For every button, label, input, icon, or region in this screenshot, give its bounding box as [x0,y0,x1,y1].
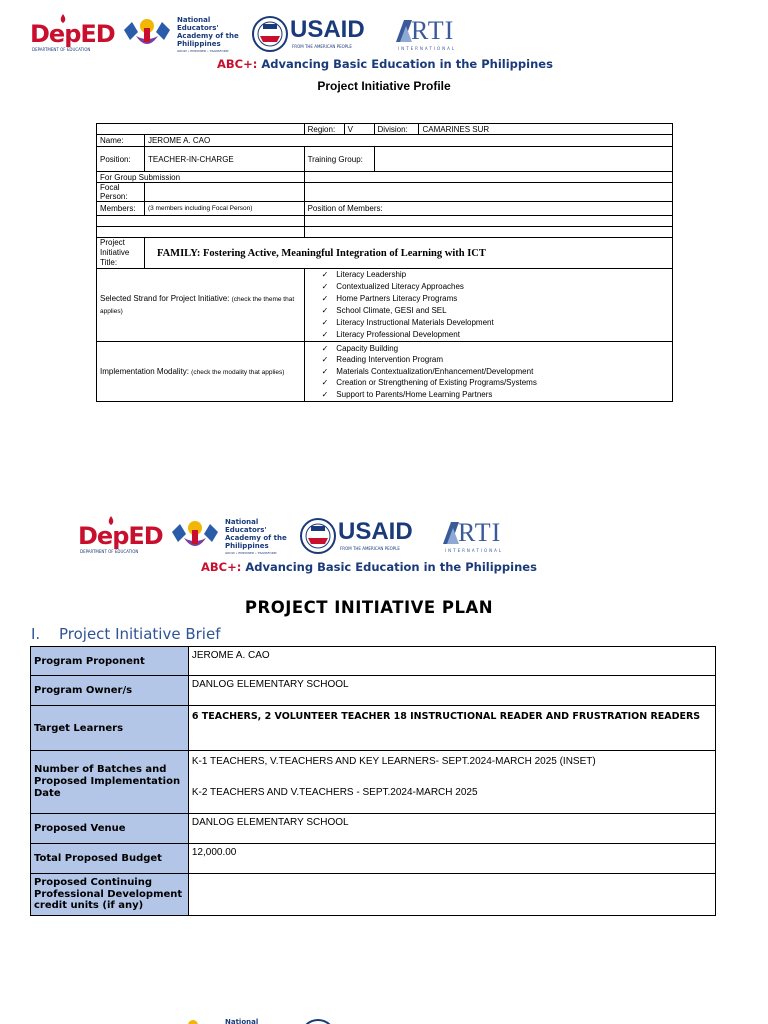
division-label: Division: [374,124,419,135]
strand-label-cell [97,269,305,342]
usaid-wordmark: USAID [290,16,365,43]
deped-logo-partial [106,1017,116,1024]
nea-line: Educators' [225,526,267,534]
strand-item[interactable]: ✓ Literacy Leadership [322,269,669,281]
initiative-title-label: Project Initiative Title: [97,238,145,269]
rti-logo [443,518,523,554]
abc-banner [201,560,537,574]
table-row [31,814,716,844]
strand-options [304,269,672,342]
modality-label-cell [97,342,305,402]
modality-item[interactable]: ✓ Support to Parents/Home Learning Partners [322,389,669,401]
nea-logo [122,14,242,54]
modality-note: (check the modality that applies) [191,368,285,376]
table-row [31,647,716,676]
cpd-label: Proposed Continuing Professional Development credit units (if any) [31,874,189,916]
usaid-tagline: FROM THE AMERICAN PEOPLE [292,44,352,49]
modality-item[interactable]: ✓ Creation or Strengthening of Existing Programs/Systems [322,377,669,389]
training-group-label: Training Group: [304,147,374,172]
rti-logo [396,16,476,52]
rti-wordmark: RTI [458,518,502,547]
learners-value[interactable]: 6 TEACHERS, 2 VOLUNTEER TEACHER 18 INSTRUCTIONAL READER AND FRUSTRATION READERS [188,706,715,751]
batch-line: K-2 TEACHERS AND V.TEACHERS - SEPT.2024-MARCH 2025 [191,787,478,798]
nea-line: National [177,16,211,24]
usaid-seal-icon [300,1019,336,1024]
training-group-value[interactable] [374,147,672,172]
usaid-logo [252,14,382,54]
position-members-label: Position of Members: [304,202,672,216]
budget-value[interactable]: 12,000.00 [188,844,715,874]
profile-title: Project Initiative Profile [317,79,451,93]
modality-item[interactable]: ✓ Reading Intervention Program [322,354,669,366]
abc-program-name: Advancing Basic Education in the Philippines [245,560,537,574]
deped-logo [30,14,115,54]
members-label: Members: [97,202,145,216]
modality-item[interactable]: ✓ Materials Contextualization/Enhancement/Development [322,366,669,378]
deped-subtitle: DEPARTMENT OF EDUCATION [32,47,91,52]
nea-emblem-icon [170,518,220,554]
nea-logo-partial [170,1017,290,1024]
strand-list [308,269,669,341]
nea-emblem-icon [122,16,172,52]
member-row-blank[interactable] [97,227,305,238]
strand-item[interactable]: ✓ Literacy Instructional Materials Development [322,317,669,329]
modality-label: Implementation Modality: [100,366,189,376]
blank-cell [304,172,672,183]
strand-note: (check the theme that applies) [100,296,295,315]
strand-item[interactable]: ✓ Literacy Professional Development [322,329,669,341]
strand-item[interactable]: ✓ Contextualized Literacy Approaches [322,281,669,293]
section-heading [31,625,220,643]
plan-title: PROJECT INITIATIVE PLAN [244,598,494,617]
region-label: Region: [304,124,344,135]
cpd-value[interactable] [188,874,715,916]
deped-wordmark: DepED [30,20,115,48]
usaid-logo-partial [300,1019,336,1024]
venue-value[interactable]: DANLOG ELEMENTARY SCHOOL [188,814,715,844]
usaid-seal-icon [252,16,288,52]
strand-item[interactable]: ✓ School Climate, GESI and SEL [322,305,669,317]
abc-prefix: ABC+: [217,57,262,71]
nea-line: Philippines [225,542,269,550]
region-value[interactable]: V [344,124,374,135]
modality-item[interactable]: ✓ Capacity Building [322,343,669,355]
strand-label: Selected Strand for Project Initiative: [100,294,230,303]
deped-logo [78,516,163,556]
group-submission-label: For Group Submission [97,172,305,183]
owner-value[interactable]: DANLOG ELEMENTARY SCHOOL [188,676,715,706]
modality-options [304,342,672,402]
position-value[interactable]: TEACHER-IN-CHARGE [144,147,304,172]
venue-label: Proposed Venue [31,814,189,844]
nea-line: Academy of the [177,32,239,40]
nea-logo [170,516,290,556]
rti-tagline: INTERNATIONAL [398,46,457,51]
member-row-blank[interactable] [97,216,305,227]
rti-mark-icon [443,522,459,544]
nea-line: Philippines [177,40,221,48]
member-position-blank[interactable] [304,216,672,227]
batch-line: K-1 TEACHERS, V.TEACHERS AND KEY LEARNERS- SEPT.2024-MARCH 2025 (INSET) [191,756,596,767]
rti-tagline: INTERNATIONAL [445,548,504,553]
nea-line: Educators' [177,24,219,32]
nea-emblem-icon [178,1019,208,1024]
section-title: Project Initiative Brief [58,625,221,643]
position-label: Position: [97,147,145,172]
division-value[interactable]: CAMARINES SUR [419,124,673,135]
deped-wordmark: DepED [78,522,163,550]
name-value[interactable]: JEROME A. CAO [144,135,672,147]
section-number: I. [31,625,41,643]
table-row [31,874,716,916]
nea-line: Academy of the [225,534,287,542]
budget-label: Total Proposed Budget [31,844,189,874]
usaid-wordmark: USAID [338,518,413,545]
abc-banner [217,57,553,71]
blank-cell [304,183,672,202]
nea-tagline: GROW • EMPOWER • TRANSFORM [177,49,229,53]
plan-table [30,646,716,916]
usaid-tagline: FROM THE AMERICAN PEOPLE [340,546,400,551]
proponent-label: Program Proponent [31,647,189,676]
owner-label: Program Owner/s [31,676,189,706]
profile-table [96,123,673,402]
member-position-blank[interactable] [304,227,672,238]
abc-prefix: ABC+: [201,560,246,574]
deped-subtitle: DEPARTMENT OF EDUCATION [80,549,139,554]
nea-line: National [225,518,259,526]
focal-person-label: Focal Person: [97,183,145,202]
blank-cell [97,124,305,135]
table-row [31,844,716,874]
name-label: Name: [97,135,145,147]
proponent-value[interactable]: JEROME A. CAO [188,647,715,676]
learners-label: Target Learners [31,706,189,751]
focal-person-value[interactable] [144,183,304,202]
nea-line: National [225,1018,259,1024]
usaid-logo [300,516,430,556]
modality-list [308,343,669,401]
batches-label: Number of Batches and Proposed Implementation Date [31,751,189,814]
table-row [31,676,716,706]
members-note: (3 members including Focal Person) [144,202,304,216]
initiative-title-value[interactable]: FAMILY: Fostering Active, Meaningful Integration of Learning with ICT [144,238,672,269]
strand-item[interactable]: ✓ Home Partners Literacy Programs [322,293,669,305]
nea-tagline: GROW • EMPOWER • TRANSFORM [225,551,277,555]
table-row [31,706,716,751]
batches-value[interactable] [188,751,715,814]
usaid-seal-icon [300,518,336,554]
rti-mark-icon [396,20,412,42]
table-row [31,751,716,814]
rti-wordmark: RTI [411,16,455,45]
abc-program-name: Advancing Basic Education in the Philippines [261,57,553,71]
